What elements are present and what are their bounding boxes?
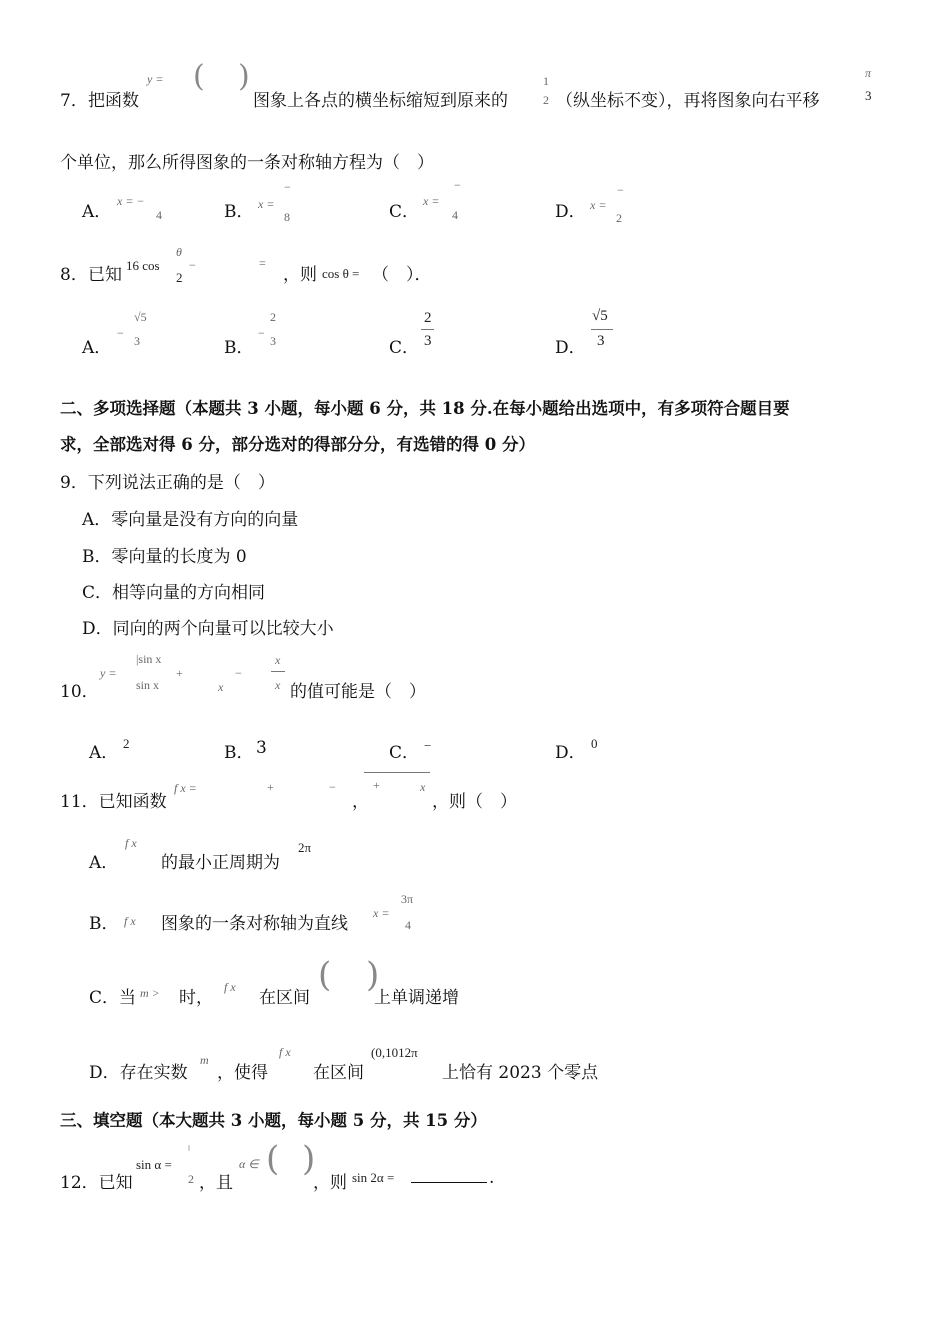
- q7-option-b-den: 8: [284, 210, 290, 224]
- q7-option-d-label: D．: [555, 202, 586, 222]
- q8-option-b-bottom: 3: [270, 334, 276, 348]
- q9-option-a[interactable]: A．零向量是没有方向的向量: [82, 510, 299, 530]
- q11-option-c-tail: 上单调递增: [374, 988, 459, 1008]
- q10-option-b-value: 3: [256, 738, 267, 758]
- q8-expr-a: 16 cos: [126, 258, 160, 273]
- q7-text3: 个单位，那么所得图象的一条对称轴方程为（ ）: [60, 153, 434, 173]
- q11-option-a-value: 2π: [298, 840, 312, 855]
- q7-option-a-label: A．: [82, 202, 112, 222]
- q11-option-b-label: B．: [89, 914, 119, 934]
- q11-option-d-text: ，使得: [217, 1063, 268, 1083]
- q8-option-c-top: 2: [424, 310, 432, 326]
- q11-option-b-num: 3π: [401, 892, 414, 906]
- q8-option-a-top: √5: [134, 310, 147, 324]
- q8-lead: 已知: [88, 265, 122, 285]
- q11-option-a-text: 的最小正周期为: [161, 853, 280, 873]
- q10-plus: +: [176, 666, 183, 680]
- q7-option-a-den: 4: [156, 208, 162, 222]
- q9-option-c[interactable]: C．相等向量的方向相同: [82, 583, 266, 603]
- q10-x-bot: x: [275, 678, 281, 692]
- q8-minus: −: [189, 258, 196, 272]
- q7-option-c-den: 4: [452, 208, 458, 222]
- q11-option-c-paren-left: (: [318, 955, 332, 995]
- q12-and: ，且: [199, 1173, 233, 1193]
- q7-paren-right: ): [238, 59, 250, 94]
- q8-tail: （ ）．: [372, 265, 432, 285]
- q12-answer-blank[interactable]: [411, 1168, 487, 1188]
- q12-lead: 12．已知: [60, 1173, 133, 1193]
- q7-func-y: y =: [147, 72, 164, 86]
- q7-half-num: 1: [543, 74, 549, 88]
- q8-option-a-label: A．: [82, 338, 112, 358]
- q10-option-b-label: B．: [224, 743, 254, 763]
- q11-plus: +: [267, 780, 274, 794]
- q7-option-c-label: C．: [389, 202, 420, 222]
- q7-text1: 图象上各点的横坐标缩短到原来的: [253, 91, 508, 111]
- q12-paren-left: (: [266, 1139, 280, 1179]
- q7-text2: （纵坐标不变），再将图象向右平移: [556, 91, 820, 111]
- q10-option-c-value: −: [424, 738, 432, 753]
- q12-paren-right: ): [302, 1139, 316, 1179]
- q11-x-r: x: [420, 780, 426, 794]
- q11-option-c-paren-right: ): [366, 955, 380, 995]
- q11-option-c-fx: f x: [224, 980, 236, 994]
- q10-sinx: sin x: [136, 678, 160, 692]
- q8-theta: θ: [176, 245, 182, 259]
- q8-option-b-label: B．: [224, 338, 254, 358]
- q7-half-den: 2: [543, 93, 549, 107]
- q10-y: y =: [100, 666, 117, 680]
- q10-minus: −: [235, 666, 242, 680]
- q10-x-mid: x: [218, 680, 224, 694]
- q9-option-b[interactable]: B．零向量的长度为 0: [82, 547, 247, 567]
- q9-stem: 9．下列说法正确的是（ ）: [60, 473, 275, 493]
- q7-lead: 把函数: [88, 91, 139, 111]
- q10-sinx-top: |sin x: [136, 652, 162, 666]
- q11-stem: 11．已知函数: [60, 792, 167, 812]
- q11-option-b-fx: f x: [124, 914, 136, 928]
- section-2-line1: 二、多项选择题（本题共 3 小题，每小题 6 分，共 18 分.在每小题给出选项中，有多项符合题目要: [60, 399, 790, 418]
- q7-option-b-dash: −: [284, 180, 291, 194]
- q7-option-b-expr: x =: [258, 197, 275, 211]
- q8-eq: =: [259, 256, 266, 270]
- q8-then: ，则: [283, 265, 317, 285]
- q10-x-top: x: [275, 653, 281, 667]
- q8-option-b-sign: −: [258, 326, 265, 340]
- q7-option-c-dash: −: [454, 178, 461, 192]
- q8-option-d-bottom: 3: [597, 333, 605, 349]
- q11-option-c-label: C．当: [89, 988, 137, 1008]
- q11-option-d-label: D．存在实数: [89, 1063, 188, 1083]
- q11-option-d-tail: 上恰有 2023 个零点: [442, 1063, 599, 1083]
- q11-option-d-text2: 在区间: [313, 1063, 364, 1083]
- q11-plus-2: +: [373, 778, 380, 792]
- q7-frac-3: 3: [865, 88, 872, 103]
- q11-radical-bar: [364, 772, 430, 773]
- q11-option-d-interval: (0,1012π: [371, 1045, 418, 1060]
- q7-option-d-dash: −: [617, 183, 624, 197]
- q8-option-d-top: √5: [592, 308, 608, 324]
- q8-option-c-fraction-bar: [421, 329, 434, 330]
- q11-option-a-fx: f x: [125, 836, 137, 850]
- q11-option-c-text: 在区间: [259, 988, 310, 1008]
- q11-option-b-text: 图象的一条对称轴为直线: [161, 914, 348, 934]
- q11-option-b-den: 4: [405, 918, 411, 932]
- q11-tail: ，则（ ）: [432, 792, 517, 812]
- q8-option-b-top: 2: [270, 310, 276, 324]
- q11-option-d-fx: f x: [279, 1045, 291, 1059]
- q9-option-d[interactable]: D．同向的两个向量可以比较大小: [82, 619, 334, 639]
- q7-number: 7．: [60, 91, 88, 111]
- q8-option-d-fraction-bar: [591, 329, 613, 330]
- q7-option-d-den: 2: [616, 211, 622, 225]
- q10-tail: 的值可能是（ ）: [290, 682, 426, 702]
- section-2-line2: 求，全部选对得 6 分，部分选对的得部分分，有选错的得 0 分）: [60, 435, 535, 454]
- q11-fx: f x =: [174, 781, 197, 795]
- q10-option-d-value: 0: [591, 736, 598, 751]
- q8-cos-theta: cos θ =: [322, 266, 360, 281]
- q12-den: 2: [188, 1172, 194, 1186]
- q7-option-d-expr: x =: [590, 198, 607, 212]
- q7-option-b-label: B．: [224, 202, 254, 222]
- q10-fraction-bar: [271, 671, 285, 672]
- q12-sin2a: sin 2α =: [352, 1170, 395, 1185]
- q12-num-mark: ˡ: [188, 1143, 190, 1157]
- q12-then: ，则: [313, 1173, 347, 1193]
- q8-two: 2: [176, 270, 183, 285]
- q11-comma: ，: [352, 792, 369, 812]
- q7-option-c-expr: x =: [423, 194, 440, 208]
- q11-option-b-x: x =: [373, 906, 390, 920]
- q10-option-c-label: C．: [389, 743, 420, 763]
- q7-paren-left: (: [193, 59, 205, 94]
- q11-option-a-label: A．: [89, 853, 119, 873]
- section-3-heading: 三、填空题（本大题共 3 小题，每小题 5 分，共 15 分）: [60, 1111, 487, 1130]
- q8-option-c-label: C．: [389, 338, 420, 358]
- q11-option-c-m: m >: [140, 986, 160, 1000]
- q8-option-c-bottom: 3: [424, 333, 432, 349]
- q10-option-d-label: D．: [555, 743, 586, 763]
- q8-option-a-sign: −: [117, 326, 124, 340]
- q11-option-d-m: m: [200, 1053, 209, 1067]
- q7-option-a-expr: x = −: [117, 194, 145, 208]
- q12-end: .: [489, 1168, 495, 1188]
- q10-number: 10．: [60, 682, 99, 702]
- q10-option-a-value: 2: [123, 736, 130, 751]
- q8-number: 8．: [60, 265, 88, 285]
- q12-alpha-in: α ∈: [239, 1157, 259, 1171]
- q8-option-d-label: D．: [555, 338, 586, 358]
- q10-option-a-label: A．: [89, 743, 119, 763]
- q11-option-c-mid: 时，: [179, 988, 213, 1008]
- q12-sin-a: sin α =: [136, 1157, 172, 1172]
- q7-frac-pi: π: [865, 66, 872, 80]
- q11-minus: −: [329, 780, 336, 794]
- q8-option-a-bottom: 3: [134, 334, 140, 348]
